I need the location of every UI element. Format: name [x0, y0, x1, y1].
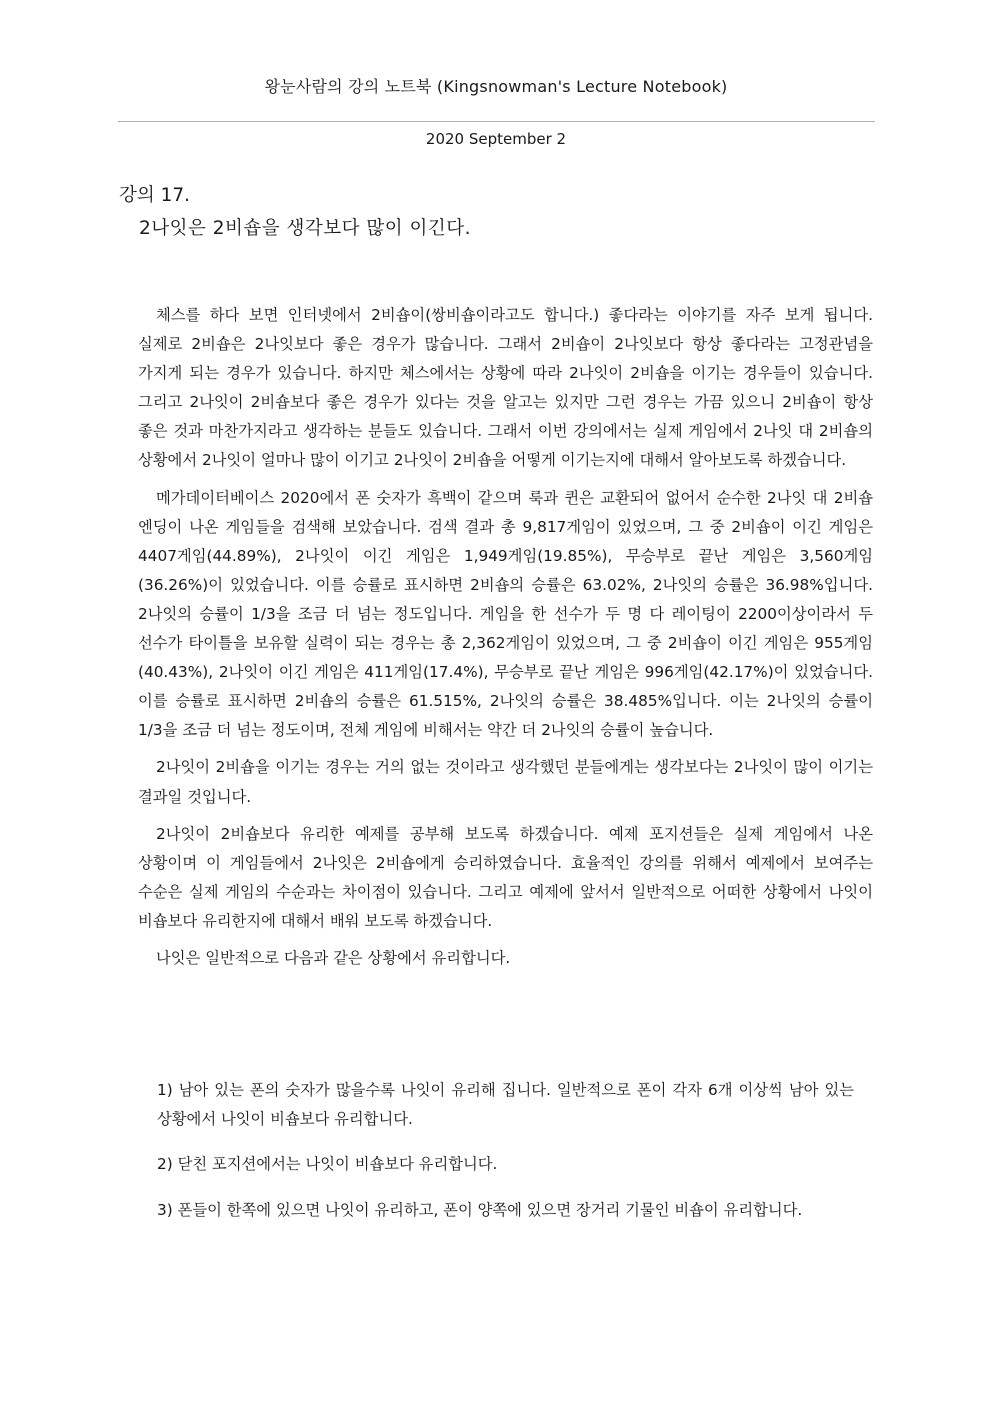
list-item: 1) 남아 있는 폰의 숫자가 많을수록 나잇이 유리해 집니다. 일반적으로 폰이 각자 6개 이상씩 남아 있는 상황에서 나잇이 비숍보다 유리합니다.: [157, 1081, 854, 1128]
list-item: 3) 폰들이 한쪽에 있으면 나잇이 유리하고, 폰이 양쪽에 있으면 장거리 기물인 비숍이 유리합니다.: [157, 1201, 803, 1219]
paragraph-statistics: 메가데이터베이스 2020에서 폰 숫자가 흑백이 같으며 룩과 퀸은 교환되어 없어서 순수한 2나잇 대 2비숍 엔딩이 나온 게임들을 검색해 보았습니다. 검색 결과 총 9,817게임이 있었으며, 그 중 2비숍이 이긴 게임은 4407게임(44.89%), 2나잇이 이긴 게임은 1,949게임(19.85%), 무승부로 끝난 게임은 3,560게임(36.26%)이 있었습니다. 이를 승률로 표시하면 2비숍의 승률은 63.02%, 2나잇의 승률은 36.98%입니다. 2나잇의 승률이 1/3을 조금 더 넘는 정도입니다. 게임을 한 선수가 두 명 다 레이팅이 2200이상이라서 두 선수가 타이틀을 보유할 실력이 되는 경우는 총 2,362게임이 있었으며, 그 중 2비숍이 이긴 게임은 955게임(40.43%), 2나잇이 이긴 게임은 411게임(17.4%), 무승부로 끝난 게임은 996게임(42.17%)이 있었습니다. 이를 승률로 표시하면 2비숍의 승률은 61.515%, 2나잇의 승률은 38.485%입니다. 이는 2나잇의 승률이 1/3을 조금 더 넘는 정도이며, 전체 게임에 비해서는 약간 더 2나잇의 승률이 높습니다.: [138, 488, 873, 740]
paragraph-intro: 체스를 하다 보면 인터넷에서 2비숍이(쌍비숍이라고도 합니다.) 좋다라는 이야기를 자주 보게 됩니다. 실제로 2비숍은 2나잇보다 좋은 경우가 많습니다. 그래서 2비숍이 2나잇보다 항상 좋다라는 고정관념을 가지게 되는 경우가 있습니다. 하지만 체스에서는 상황에 따라 2나잇이 2비숍을 이기는 경우들이 있습니다. 그리고 2나잇이 2비숍보다 좋은 경우가 있다는 것을 알고는 있지만 그런 경우는 가끔 있으니 2비숍이 항상 좋은 것과 마찬가지라고 생각하는 분들도 있습니다. 그래서 이번 강의에서는 실제 게임에서 2나잇 대 2비숍의 상황에서 2나잇이 얼마나 많이 이기고 2나잇이 2비숍을 어떻게 이기는지에 대해서 알아보도록 하겠습니다.: [138, 306, 873, 470]
paragraph-examples-intro: 2나잇이 2비숍보다 유리한 예제를 공부해 보도록 하겠습니다. 예제 포지션들은 실제 게임에서 나온 상황이며 이 게임들에서 2나잇은 2비숍에게 승리하였습니다. 효율적인 강의를 위해서 예제에서 보여주는 수순은 실제 게임의 수순과는 차이점이 있습니다. 그리고 예제에 앞서서 일반적으로 어떠한 상황에서 나잇이 비숍보다 유리한지에 대해서 배워 보도록 하겠습니다.: [138, 824, 873, 930]
paragraph-conclusion: 2나잇이 2비숍을 이기는 경우는 거의 없는 것이라고 생각했던 분들에게는 생각보다는 2나잇이 많이 이기는 결과일 것입니다.: [138, 758, 873, 806]
lecture-date: 2020 September 2: [425, 130, 567, 148]
lecture-title: 2나잇은 2비숍을 생각보다 많이 이긴다.: [139, 218, 472, 239]
paragraph-list-intro: 나잇은 일반적으로 다음과 같은 상황에서 유리합니다.: [156, 948, 511, 967]
notebook-title: 왕눈사람의 강의 노트북 (Kingsnowman's Lecture Notebook): [264, 77, 728, 96]
header-divider: [118, 121, 875, 122]
lecture-number: 강의 17.: [119, 185, 191, 206]
body-text: [138, 301, 873, 981]
list-item: 2) 닫친 포지션에서는 나잇이 비숍보다 유리합니다.: [157, 1155, 498, 1173]
